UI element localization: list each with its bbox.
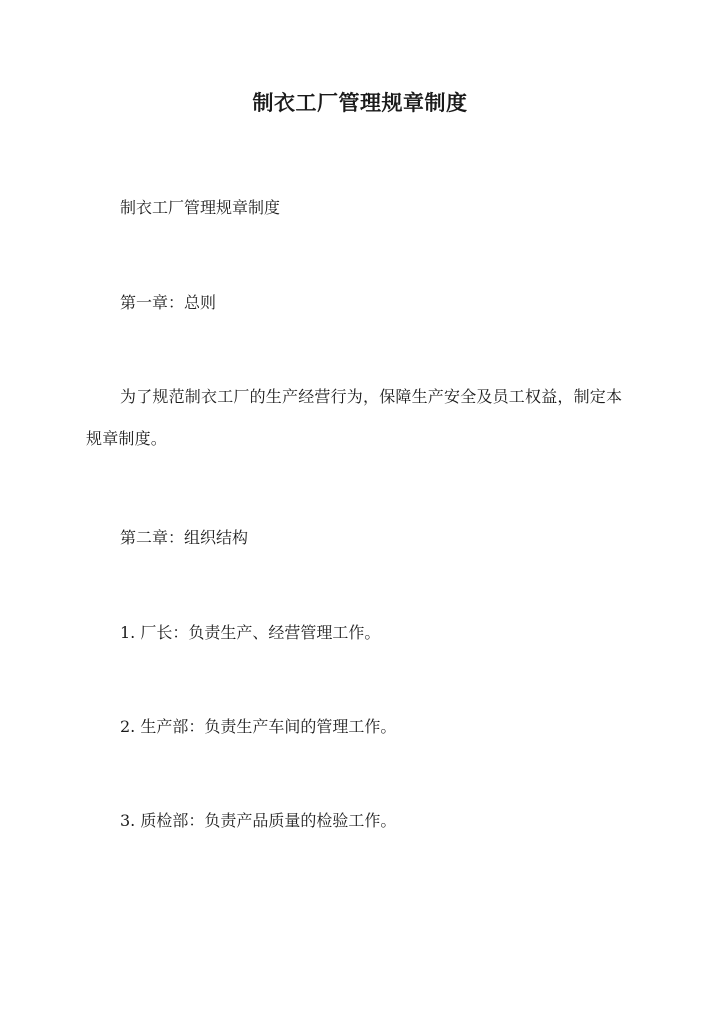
chapter-1-heading: 第一章：总则: [120, 293, 217, 312]
chapter-1-body: 为了规范制衣工厂的生产经营行为，保障生产安全及员工权益，制定本规章制度。: [86, 387, 623, 448]
document-title: 制衣工厂管理规章制度: [252, 90, 468, 115]
list-item-production-dept: 2. 生产部：负责生产车间的管理工作。: [120, 717, 397, 736]
chapter-2-heading: 第二章：组织结构: [120, 528, 249, 547]
paragraph-subtitle: 制衣工厂管理规章制度: [120, 198, 281, 217]
list-item-factory-director: 1. 厂长：负责生产、经营管理工作。: [120, 623, 381, 642]
list-item-quality-dept: 3. 质检部：负责产品质量的检验工作。: [120, 811, 397, 830]
